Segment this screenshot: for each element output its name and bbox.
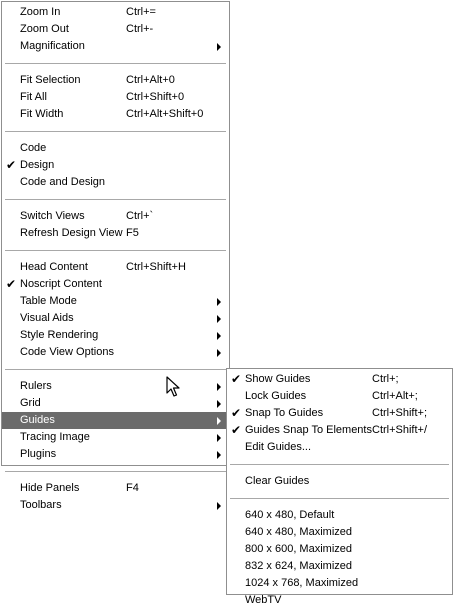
- menu-item-shortcut: Ctrl+Alt+Shift+0: [126, 108, 204, 120]
- menu-item-label: 1024 x 768, Maximized: [245, 577, 359, 589]
- view-menu-item-hide-panels[interactable]: [2, 480, 229, 497]
- view-menu-item-design[interactable]: [2, 157, 229, 174]
- view-menu-item-refresh-design-view[interactable]: [2, 225, 229, 242]
- menu-item-label: Switch Views: [20, 210, 85, 222]
- menu-item-label: Refresh Design View: [20, 227, 123, 239]
- menu-item-label: Style Rendering: [20, 329, 99, 341]
- menu-item-label: Fit All: [20, 91, 47, 103]
- guides-menu-item-800-x-600-maximized[interactable]: [227, 541, 452, 558]
- view-menu-item-plugins[interactable]: [2, 446, 229, 463]
- menu-item-shortcut: Ctrl+Shift+/: [372, 424, 428, 436]
- mouse-pointer-icon: [166, 376, 180, 398]
- guides-menu-item-lock-guides[interactable]: [227, 388, 452, 405]
- menu-item-label: Tracing Image: [20, 431, 90, 443]
- view-menu-item-zoom-out[interactable]: [2, 21, 229, 38]
- menu-item-label: Plugins: [20, 448, 57, 460]
- guides-menu-item-1024-x-768-maximized[interactable]: [227, 575, 452, 592]
- menu-item-label: Guides Snap To Elements: [245, 424, 372, 436]
- menu-item-shortcut: Ctrl+-: [126, 23, 154, 35]
- menu-item-label: Table Mode: [20, 295, 77, 307]
- menu-item-label: Code View Options: [20, 346, 114, 358]
- submenu-arrow-icon: [217, 43, 221, 51]
- check-icon: ✔: [6, 158, 17, 172]
- menu-item-label: Design: [20, 159, 55, 171]
- submenu-arrow-icon: [217, 451, 221, 459]
- guides-menu-item-832-x-624-maximized[interactable]: [227, 558, 452, 575]
- menu-item-label: 832 x 624, Maximized: [245, 560, 352, 572]
- menu-item-label: Lock Guides: [245, 390, 307, 402]
- submenu-arrow-icon: [217, 434, 221, 442]
- menu-item-label: Guides: [20, 414, 55, 426]
- menu-item-label: Code and Design: [20, 176, 106, 188]
- check-icon: ✔: [6, 277, 17, 291]
- submenu-arrow-icon: [217, 349, 221, 357]
- menu-item-shortcut: Ctrl+`: [126, 210, 154, 222]
- menu-separator: [5, 471, 226, 472]
- menu-item-label: Clear Guides: [245, 475, 310, 487]
- menu-separator: [230, 464, 449, 465]
- submenu-arrow-icon: [217, 400, 221, 408]
- view-menu-item-code-and-design[interactable]: [2, 174, 229, 191]
- view-menu-item-fit-all[interactable]: [2, 89, 229, 106]
- menu-item-label: Fit Selection: [20, 74, 81, 86]
- menu-separator: [5, 63, 226, 64]
- menu-item-shortcut: F4: [126, 482, 139, 494]
- menu-item-label: Code: [20, 142, 47, 154]
- check-icon: ✔: [231, 423, 242, 437]
- menu-item-shortcut: Ctrl+;: [372, 373, 399, 385]
- view-menu-item-style-rendering[interactable]: [2, 327, 229, 344]
- menu-item-label: 640 x 480, Maximized: [245, 526, 352, 538]
- menu-item-label: Grid: [20, 397, 41, 409]
- menu-item-label: Snap To Guides: [245, 407, 324, 419]
- check-icon: ✔: [231, 406, 242, 420]
- menu-item-shortcut: Ctrl+Shift+H: [126, 261, 186, 273]
- view-menu-item-noscript-content[interactable]: [2, 276, 229, 293]
- submenu-arrow-icon: [217, 298, 221, 306]
- menu-item-label: Hide Panels: [20, 482, 80, 494]
- menu-item-label: Show Guides: [245, 373, 311, 385]
- menu-separator: [5, 199, 226, 200]
- menu-item-shortcut: Ctrl+=: [126, 6, 156, 18]
- menu-separator: [230, 498, 449, 499]
- view-menu-item-magnification[interactable]: [2, 38, 229, 55]
- menu-separator: [5, 369, 226, 370]
- view-menu-item-grid[interactable]: [2, 395, 229, 412]
- view-menu-item-zoom-in[interactable]: [2, 4, 229, 21]
- menu-item-shortcut: Ctrl+Alt+;: [372, 390, 418, 402]
- view-menu-item-rulers[interactable]: [2, 378, 229, 395]
- menu-item-shortcut: Ctrl+Shift+0: [126, 91, 185, 103]
- submenu-arrow-icon: [217, 332, 221, 340]
- guides-menu-item-edit-guides[interactable]: [227, 439, 452, 456]
- menu-separator: [5, 250, 226, 251]
- menu-item-label: 640 x 480, Default: [245, 509, 335, 521]
- menu-item-label: Noscript Content: [20, 278, 102, 290]
- view-menu-item-guides[interactable]: [2, 412, 229, 429]
- menu-item-label: Zoom Out: [20, 23, 69, 35]
- view-menu-item-table-mode[interactable]: [2, 293, 229, 310]
- menu-item-shortcut: Ctrl+Alt+0: [126, 74, 175, 86]
- submenu-arrow-icon: [217, 315, 221, 323]
- menu-item-label: Visual Aids: [20, 312, 74, 324]
- menu-item-label: Zoom In: [20, 6, 61, 18]
- menu-item-label: WebTV: [245, 594, 282, 606]
- menu-item-label: Fit Width: [20, 108, 64, 120]
- view-menu-item-switch-views[interactable]: [2, 208, 229, 225]
- submenu-arrow-icon: [217, 502, 221, 510]
- menu-item-label: Toolbars: [20, 499, 62, 511]
- guides-menu-item-clear-guides[interactable]: [227, 473, 452, 490]
- submenu-arrow-icon: [217, 383, 221, 391]
- view-menu-item-fit-width[interactable]: [2, 106, 229, 123]
- menu-separator: [5, 131, 226, 132]
- view-menu: [1, 1, 230, 511]
- menu-item-label: Edit Guides...: [245, 441, 312, 453]
- guides-submenu: [226, 368, 453, 606]
- guides-menu-item-640-x-480-maximized[interactable]: [227, 524, 452, 541]
- menu-item-shortcut: F5: [126, 227, 139, 239]
- view-menu-item-tracing-image[interactable]: [2, 429, 229, 446]
- menu-item-shortcut: Ctrl+Shift+;: [372, 407, 428, 419]
- view-menu-item-code[interactable]: [2, 140, 229, 157]
- check-icon: ✔: [231, 372, 242, 386]
- view-menu-item-fit-selection[interactable]: [2, 72, 229, 89]
- view-menu-item-visual-aids[interactable]: [2, 310, 229, 327]
- guides-menu-item-640-x-480-default[interactable]: [227, 507, 452, 524]
- menu-item-label: 800 x 600, Maximized: [245, 543, 352, 555]
- view-menu-item-head-content[interactable]: [2, 259, 229, 276]
- menu-item-label: Magnification: [20, 40, 85, 52]
- guides-menu-item-guides-snap-to-elements[interactable]: [227, 422, 452, 439]
- guides-menu-item-show-guides[interactable]: [227, 371, 452, 388]
- view-menu-item-code-view-options[interactable]: [2, 344, 229, 361]
- view-menu-item-toolbars[interactable]: [2, 497, 229, 514]
- menu-item-label: Rulers: [20, 380, 52, 392]
- guides-menu-item-snap-to-guides[interactable]: [227, 405, 452, 422]
- submenu-arrow-icon: [217, 417, 221, 425]
- guides-menu-item-webtv[interactable]: [227, 592, 452, 609]
- menu-item-label: Head Content: [20, 261, 88, 273]
